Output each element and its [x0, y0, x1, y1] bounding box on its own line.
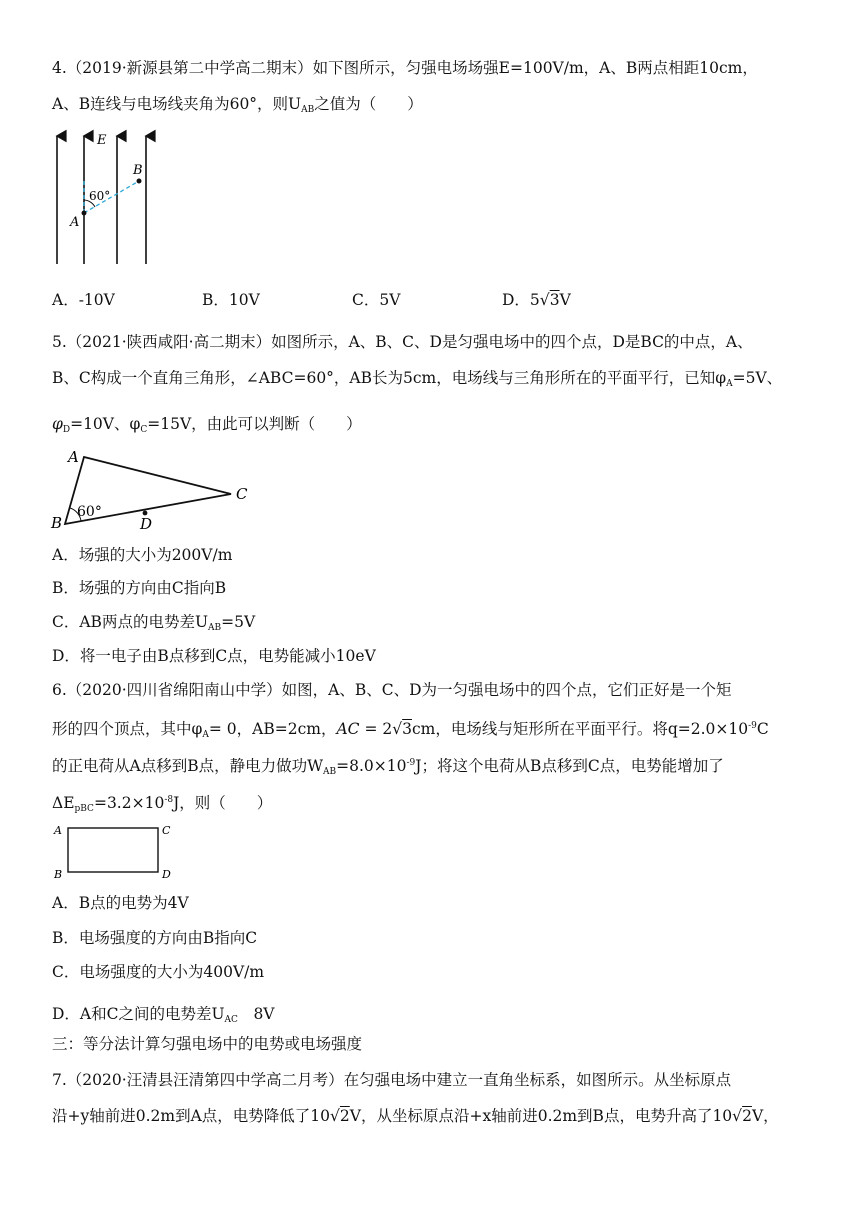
q6-stem-line3: 的正电荷从A点移到B点，静电力做功$W_{AB}=8.0\times 10^{-9}J$；将这个电荷从B点移到C点，电势能增加了	[52, 757, 724, 777]
q7-stem-line1: 7.（2020·汪清县汪清第四中学高二月考）在匀强电场中建立一直角坐标系，如图所示。从坐标原点	[52, 1071, 732, 1089]
label-A: A	[70, 215, 80, 230]
q6-stem-line2: 形的四个顶点，其中$\varphi_A= 0$，AB=2cm，AC = 2√3cm，电场线与矩形所在平面平行。将$q=2.0\times 10^{-9}C$	[52, 720, 769, 740]
q6-stem-line1: 6.（2020·四川省绵阳南山中学）如图，A、B、C、D为一匀强电场中的四个点，它们正好是一个矩	[52, 681, 732, 699]
q5-option-d[interactable]: D．将一电子由B点移到C点，电势能减小10eV	[52, 647, 376, 665]
section-heading: 三：等分法计算匀强电场中的电势或电场强度	[52, 1035, 363, 1053]
q5-triangle-figure	[48, 444, 258, 534]
label-A: A	[54, 824, 62, 837]
q7-stem-line2: 沿+y轴前进0.2m到A点，电势降低了10√2V，从坐标原点沿+x轴前进0.2m到B点，电势升高了10√2V，	[52, 1107, 779, 1125]
label-B: B	[54, 868, 63, 881]
q4-option-b[interactable]: B．10V	[202, 291, 260, 309]
q5-option-a[interactable]: A．场强的大小为200V/m	[52, 546, 233, 564]
label-D: D	[162, 868, 171, 881]
q5-stem-line1: 5.（2021·陕西咸阳·高二期末）如图所示，A、B、C、D是匀强电场中的四个点，D是BC的中点，A、	[52, 333, 753, 351]
q4-option-a[interactable]: A．-10V	[52, 291, 115, 309]
q6-option-b[interactable]: B．电场强度的方向由B指向C	[52, 929, 258, 947]
q4-option-c[interactable]: C．5V	[352, 291, 401, 309]
q5-option-c[interactable]: C．AB两点的电势差$U_{AB}=5V$	[52, 613, 256, 633]
q4-field-figure	[48, 128, 158, 268]
label-C: C	[236, 485, 248, 503]
label-D: D	[140, 515, 153, 533]
q6-option-a[interactable]: A．B点的电势为4V	[52, 894, 189, 912]
q5-stem-line2: B、C构成一个直角三角形，∠ABC=60°，AB长为5cm，电场线与三角形所在的平面平行，已知$\varphi_A=5V$、	[52, 369, 783, 389]
q4-stem-line1: 4.（2019·新源县第二中学高二期末）如下图所示，匀强电场场强E=100V/m，A、B两点相距10cm，	[52, 59, 758, 77]
q4-stem-line2: A、B连线与电场线夹角为60°，则$U_{AB}$之值为（ ）	[52, 95, 423, 115]
q6-option-d[interactable]: D．A和C之间的电势差$U_{AC}$ 8V	[52, 1005, 275, 1025]
label-B: B	[51, 514, 63, 532]
q5-stem-line3: $\varphi_D=10V$、$\varphi_C=15V$，由此可以判断（ ）	[52, 415, 362, 435]
label-angle: 60°	[77, 504, 102, 520]
label-E: E	[97, 133, 107, 148]
q6-stem-line4: $\Delta E_{pBC}=3.2\times 10^{-8}J$，则（ ）	[52, 794, 273, 814]
label-angle: 60°	[89, 189, 111, 203]
label-A: A	[68, 448, 79, 466]
q6-option-c[interactable]: C．电场强度的大小为400V/m	[52, 963, 265, 981]
q4-option-d[interactable]: D．5√3V	[502, 291, 571, 309]
label-B: B	[133, 163, 143, 178]
q5-option-b[interactable]: B．场强的方向由C指向B	[52, 579, 227, 597]
label-C: C	[162, 824, 171, 837]
q6-rectangle-figure	[52, 820, 182, 882]
